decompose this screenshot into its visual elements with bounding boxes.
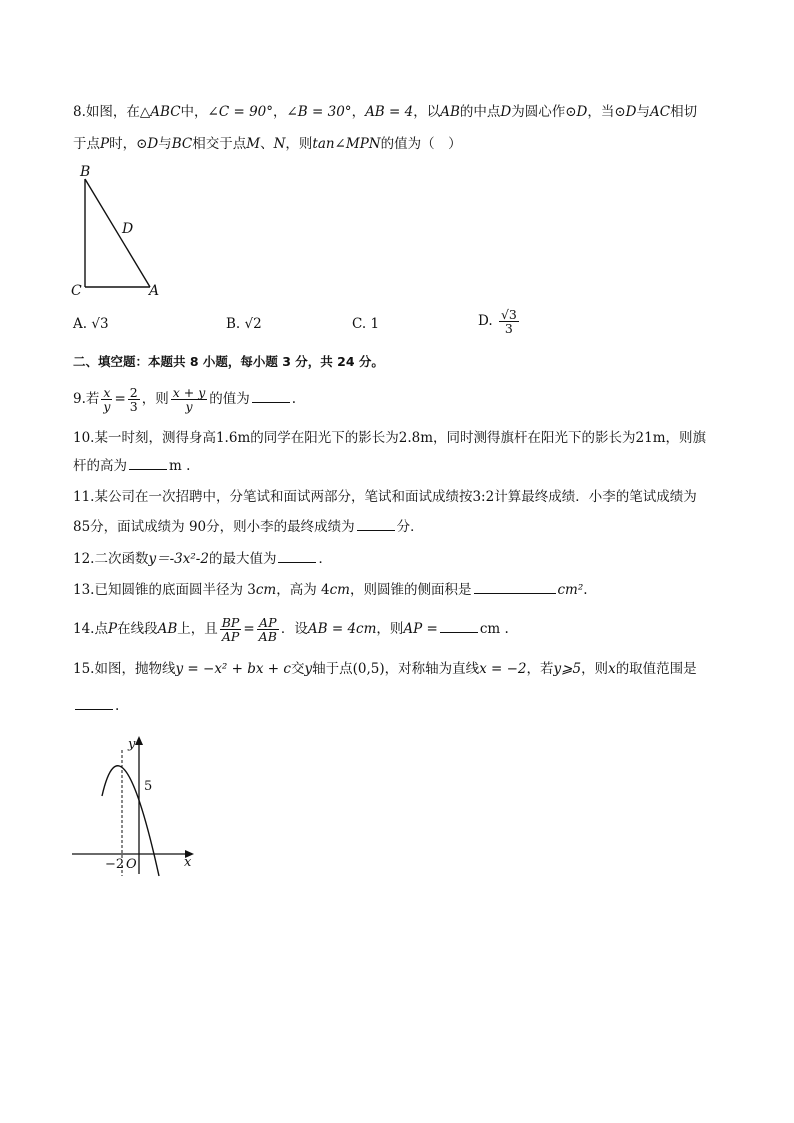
q14-text: ．设 bbox=[280, 621, 308, 637]
q9-text: 9.若 bbox=[73, 391, 100, 407]
q8-tan: tan∠MPN bbox=[312, 136, 381, 152]
q10-answer-blank[interactable] bbox=[129, 457, 167, 470]
fraction-denominator: y bbox=[185, 399, 193, 414]
fraction-denominator: 3 bbox=[129, 399, 138, 414]
q8-angle-c: ∠C = 90° bbox=[207, 104, 273, 120]
q14 bbox=[73, 616, 509, 643]
q14-text: 上，且 bbox=[177, 621, 218, 637]
q8-text: 于点 bbox=[73, 136, 100, 152]
q9 bbox=[73, 386, 296, 413]
fraction-numerator: √3 bbox=[500, 307, 517, 322]
q15-expression: y = −x² + bx + c bbox=[175, 661, 291, 677]
choice-c-label: C. bbox=[352, 316, 367, 332]
q8-text: 与 bbox=[636, 104, 650, 120]
q13-text: ，则圆锥的侧面积是 bbox=[350, 582, 472, 598]
q9-fraction-sum bbox=[171, 386, 208, 413]
fraction-numerator: BP bbox=[221, 615, 240, 630]
q14-fraction-ap-ab bbox=[257, 616, 279, 643]
q8-circle-d: ⊙D bbox=[614, 104, 637, 120]
choice-a-label: A. bbox=[73, 316, 88, 332]
q12-answer-blank[interactable] bbox=[278, 550, 316, 563]
choice-b bbox=[226, 316, 262, 332]
fraction-denominator: 3 bbox=[504, 321, 513, 336]
q10-text: m . bbox=[169, 458, 191, 474]
label-b: B bbox=[80, 164, 91, 180]
q9-fraction-x-y bbox=[101, 386, 112, 413]
label-d: D bbox=[122, 221, 134, 237]
q12-text: ． bbox=[318, 551, 332, 567]
q8-text: ，则 bbox=[285, 136, 313, 152]
q14-ab: AB bbox=[157, 621, 178, 637]
q13-text: . bbox=[583, 582, 588, 598]
q8-line2 bbox=[73, 134, 462, 154]
q9-text: 的值为 bbox=[209, 391, 250, 407]
q8-text: 相交于点 bbox=[192, 136, 247, 152]
q8-text: 相切 bbox=[670, 104, 698, 120]
label-five: 5 bbox=[144, 779, 153, 794]
q10-text: 杆的高为 bbox=[73, 458, 127, 474]
q15-axis: x = −2 bbox=[479, 661, 527, 677]
q10-line2 bbox=[73, 456, 190, 476]
q8-ab-length: AB = 4 bbox=[365, 104, 414, 120]
choice-d bbox=[478, 308, 521, 335]
q10-line1: 10.某一时刻，测得身高1.6m的同学在阳光下的影长为2.8m，同时测得旗杆在阳光下的影长为21m，则旗 bbox=[73, 430, 706, 446]
fraction-denominator: AB bbox=[258, 629, 277, 644]
q13-text: 13.已知圆锥的底面圆半径为 3 bbox=[73, 582, 256, 598]
q8-text: 时， bbox=[109, 136, 137, 152]
y-axis-arrow bbox=[135, 736, 143, 745]
label-origin: O bbox=[126, 857, 137, 872]
fraction-numerator: x bbox=[103, 385, 111, 400]
q8-text: 8.如图，在 bbox=[73, 104, 140, 120]
q9-text: ，则 bbox=[141, 391, 169, 407]
choice-b-label: B. bbox=[226, 316, 241, 332]
q11-line2 bbox=[73, 517, 424, 537]
q15-text: 交 bbox=[290, 661, 305, 677]
q15-line2 bbox=[73, 696, 119, 716]
q8-text: ， bbox=[351, 104, 366, 120]
q14-p: P bbox=[107, 621, 118, 637]
q8-circle-d: ⊙D bbox=[565, 104, 588, 120]
q14-ap: AP = bbox=[403, 621, 438, 637]
q9-answer-blank[interactable] bbox=[252, 390, 290, 403]
q11-answer-blank[interactable] bbox=[357, 518, 395, 531]
fraction-numerator: 2 bbox=[129, 385, 138, 400]
q15-parabola-figure bbox=[64, 728, 204, 878]
q11-text: 分． bbox=[396, 519, 424, 535]
fraction-numerator: AP bbox=[259, 615, 277, 630]
q8-text: 、 bbox=[260, 136, 274, 152]
q13-text: ，高为 4 bbox=[276, 582, 330, 598]
fraction-numerator: x + y bbox=[172, 385, 206, 400]
q8-text: 与 bbox=[158, 136, 172, 152]
q15-text: 15.如图，抛物线 bbox=[73, 661, 176, 677]
fraction-denominator: y bbox=[103, 399, 111, 414]
y-axis-label: y bbox=[128, 737, 136, 752]
q8-triangle: △ABC bbox=[139, 104, 181, 120]
q15-text: 的取值范围是 bbox=[615, 661, 697, 677]
q8-text: 中， bbox=[180, 104, 208, 120]
q14-equals: = bbox=[243, 621, 255, 637]
q11-text: 85分，面试成绩为 90分，则小李的最终成绩为 bbox=[73, 519, 355, 535]
q8-d: D bbox=[500, 104, 512, 120]
q11-line1: 11.某公司在一次招聘中，分笔试和面试两部分，笔试和面试成绩按3:2计算最终成绩．小李的笔试成绩为 bbox=[73, 489, 697, 505]
q15-y: y bbox=[304, 661, 313, 677]
q13-unit: cm bbox=[329, 582, 350, 598]
q8-n: N bbox=[273, 136, 286, 152]
label-neg2: −2 bbox=[105, 857, 125, 872]
q8-text: 的值为（ ） bbox=[380, 136, 462, 152]
q15-line1 bbox=[73, 659, 697, 679]
q8-line1 bbox=[73, 102, 697, 122]
q8-bc: BC bbox=[171, 136, 193, 152]
q8-ab: AB bbox=[440, 104, 460, 120]
q12 bbox=[73, 549, 332, 569]
choice-c bbox=[352, 316, 379, 332]
q14-text: 14.点 bbox=[73, 621, 108, 637]
q15-text: ，若 bbox=[526, 661, 554, 677]
q12-text: 12.二次函数 bbox=[73, 551, 149, 567]
q13-unit: cm bbox=[255, 582, 277, 598]
q14-text: cm . bbox=[479, 621, 509, 637]
q15-condition: y⩾5 bbox=[553, 661, 582, 677]
q8-m: M bbox=[246, 136, 261, 152]
segment-ba bbox=[85, 179, 150, 287]
q14-ab-length: AB = 4cm bbox=[307, 621, 377, 637]
q15-x: x bbox=[608, 661, 616, 677]
q8-p: P bbox=[100, 136, 110, 152]
q15-answer-blank[interactable] bbox=[75, 697, 113, 710]
q15-text: ，则 bbox=[581, 661, 609, 677]
choice-d-label: D. bbox=[478, 313, 493, 329]
choice-b-value: √2 bbox=[244, 316, 262, 332]
q13-answer-blank[interactable] bbox=[474, 581, 556, 594]
q15-point: (0,5) bbox=[352, 661, 385, 677]
q8-ac: AC bbox=[650, 104, 671, 120]
choice-a bbox=[73, 316, 109, 332]
q12-text: 的最大值为 bbox=[208, 551, 277, 567]
q9-text: . bbox=[291, 391, 297, 407]
q15-text: . bbox=[115, 698, 120, 714]
x-axis-label: x bbox=[184, 855, 192, 870]
choice-c-value: 1 bbox=[370, 316, 380, 332]
q8-text: ， bbox=[273, 104, 287, 120]
q14-answer-blank[interactable] bbox=[440, 620, 478, 633]
label-a: A bbox=[149, 283, 160, 299]
q8-text: ，以 bbox=[413, 104, 441, 120]
q15-text: 轴于点 bbox=[312, 661, 353, 677]
q14-text: ，则 bbox=[376, 621, 404, 637]
q14-fraction-bp-ap bbox=[220, 616, 242, 643]
q8-angle-b: ∠B = 30° bbox=[286, 104, 352, 120]
q12-expression: y＝-3x²-2 bbox=[148, 551, 209, 567]
q8-text: 的中点 bbox=[459, 104, 501, 120]
q8-circle-d: ⊙D bbox=[136, 136, 159, 152]
label-c: C bbox=[71, 283, 82, 299]
q9-fraction-2-3 bbox=[128, 386, 140, 413]
q15-text: ，对称轴为直线 bbox=[384, 661, 480, 677]
q14-text: 在线段 bbox=[117, 621, 158, 637]
fraction-denominator: AP bbox=[221, 629, 240, 644]
q8-text: 为圆心作 bbox=[511, 104, 566, 120]
choice-d-fraction bbox=[499, 308, 519, 335]
q8-text: ，当 bbox=[587, 104, 615, 120]
section-2-heading: 二、填空题：本题共 8 小题，每小题 3 分，共 24 分。 bbox=[73, 354, 384, 369]
q13-unit: cm² bbox=[557, 582, 584, 598]
choice-a-value: √3 bbox=[91, 316, 109, 332]
q8-triangle-figure bbox=[66, 160, 176, 302]
q9-equals: = bbox=[114, 391, 126, 407]
q13 bbox=[73, 580, 588, 600]
